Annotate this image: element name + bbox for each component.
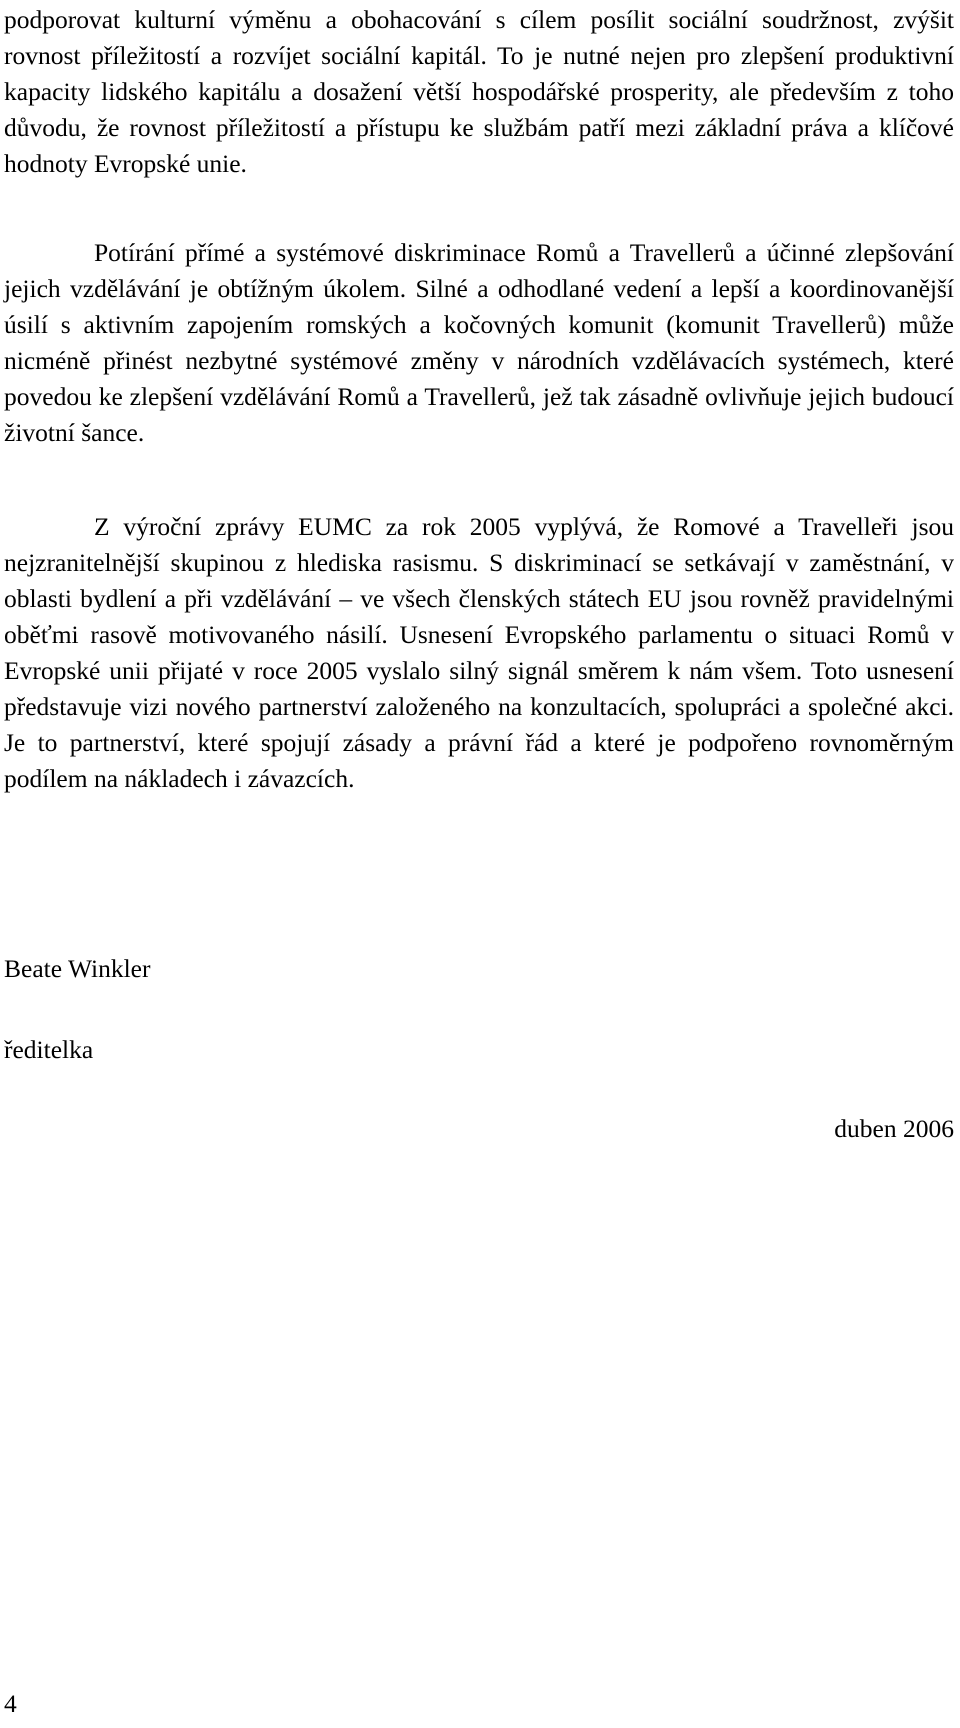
paragraph-discrimination: Potírání přímé a systémové diskriminace Romů a Travellerů a účinné zlepšování jejich vzdělávání je obtížným úkolem. Silné a odhodlané vedení a lepší a koordinovanější úsilí s aktivním zapojením romských a kočovných komunit (komunit Travellerů) může nicméně přinést nezbytné systémové změny v národních vzdělávacích systémech, které povedou ke zlepšení vzdělávání Romů a Travellerů, jež tak zásadně ovlivňuje jejich budoucí životní šance. [4,238,954,447]
signature-name: Beate Winkler [4,954,151,983]
paragraph-continuation: podporovat kulturní výměnu a obohacování s cílem posílit sociální soudržnost, zvýšit rovnost příležitostí a rozvíjet sociální kapitál. To je nutné nejen pro zlepšení produktivní kapacity lidského kapitálu a dosažení větší hospodářské prosperity, ale především z toho důvodu, že rovnost příležitostí a přístupu ke službám patří mezi základní práva a klíčové hodnoty Evropské unie. [4,5,954,178]
signature-role: ředitelka [4,1035,94,1064]
page-number: 4 [4,1689,17,1718]
paragraph-eumc-report: Z výroční zprávy EUMC za rok 2005 vyplývá, že Romové a Travelleři jsou nejzranitelnější skupinou z hlediska rasismu. S diskriminací se setkávají v zaměstnání, v oblasti bydlení a při vzdělávání – ve všech členských státech EU jsou rovněž pravidelnými oběťmi rasově motivovaného násilí. Usnesení Evropského parlamentu o situaci Romů v Evropské unii přijaté v roce 2005 vyslalo silný signál směrem k nám všem. Toto usnesení představuje vizi nového partnerství založeného na konzultacích, spolupráci a společné akci. Je to partnerství, které spojují zásady a právní řád a které je podpořeno rovnoměrným podílem na nákladech i závazcích. [4,512,954,793]
signature-date: duben 2006 [834,1114,954,1143]
